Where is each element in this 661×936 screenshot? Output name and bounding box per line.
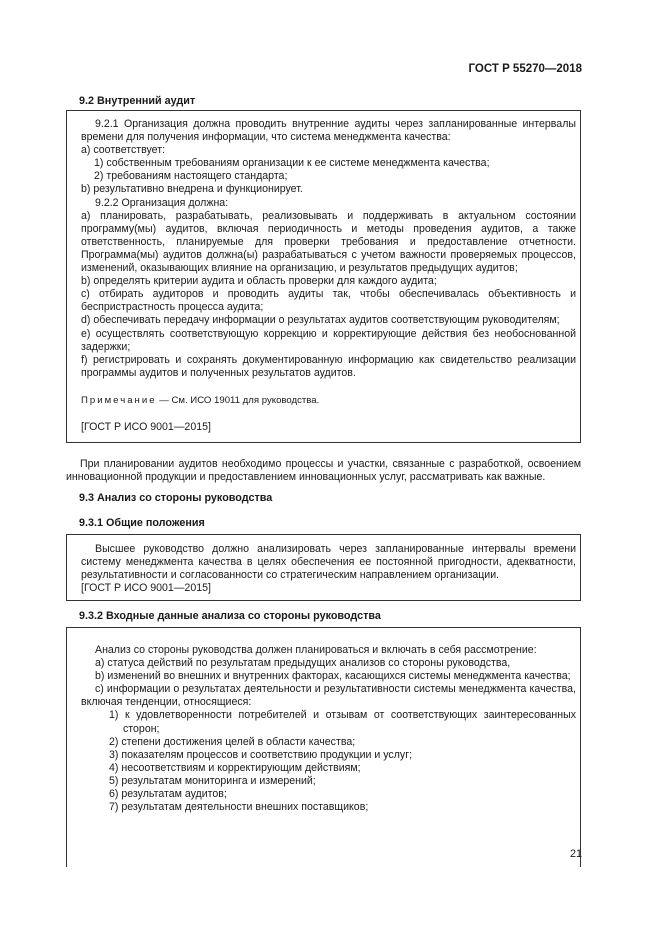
section-9-2-title: 9.2 Внутренний аудит <box>79 95 196 107</box>
note-text: — См. ИСО 19011 для руководства. <box>156 394 320 406</box>
inputs-c-5: 5) результатам мониторинга и измерений; <box>109 774 316 787</box>
document-id: ГОСТ Р 55270—2018 <box>468 63 582 75</box>
inputs-c-3: 3) показателям процессов и соответствию продукции и услуг; <box>109 748 413 761</box>
note <box>81 394 576 407</box>
inputs-c-4: 4) несоответствиям и корректирующим действиям; <box>109 761 361 774</box>
item-a: a) соответствует: <box>81 144 166 157</box>
inputs-c: c) информации о результатах деятельности и результативности системы менеджмента качества, включая тенденции, относящиеся: <box>81 683 576 709</box>
inputs-c-7: 7) результатам деятельности внешних поставщиков; <box>109 801 369 814</box>
section-9-3-1-title: 9.3.1 Общие положения <box>79 517 205 529</box>
item-a-1: 1) собственным требованиям организации к ее системе менеджмента качества; <box>94 157 490 170</box>
internal-audit-quote-box <box>66 110 581 443</box>
list-item-c: c) отбирать аудиторов и проводить аудиты так, чтобы обеспечивалась объективность и беспристрастность процесса аудита; <box>81 288 576 314</box>
page-number: 21 <box>569 848 582 860</box>
item-b: b) результативно внедрена и функционирует. <box>81 183 303 196</box>
reference-9001: [ГОСТ Р ИСО 9001—2015] <box>81 420 211 433</box>
note-label: Примечание <box>81 394 157 406</box>
reference-9001-b: [ГОСТ Р ИСО 9001—2015] <box>81 582 211 595</box>
general-provisions-box <box>66 534 581 601</box>
general-provisions-text: Высшее руководство должно анализировать через запланированные интервалы времени систему менеджмента качества в целях обеспечения ее постоянной пригодности, адекватности, результативности и согласованности со стратегическим направлением организации. <box>81 543 576 582</box>
inputs-b: b) изменений во внешних и внутренних факторах, касающихся системы менеджмента качества; <box>95 670 571 683</box>
list-item-e: e) осуществлять соответствующую коррекцию и корректирующие действия без необоснованной задержки; <box>81 327 576 353</box>
section-9-3-2-title: 9.3.2 Входные данные анализа со стороны руководства <box>79 610 381 622</box>
inputs-c-6: 6) результатам аудитов; <box>109 788 227 801</box>
inputs-a: a) статуса действий по результатам предыдущих анализов со стороны руководства, <box>95 657 511 670</box>
list-item-b: b) определять критерии аудита и область проверки для каждого аудита; <box>81 275 437 288</box>
innovation-paragraph: При планировании аудитов необходимо процессы и участки, связанные с разработкой, освоением инновационной продукции и предоставлением инновационных услуг, рассматривать как важные. <box>66 458 581 484</box>
inputs-c-2: 2) степени достижения целей в области качества; <box>109 735 356 748</box>
inputs-intro: Анализ со стороны руководства должен планироваться и включать в себя рассмотрение: <box>95 644 537 656</box>
list-item-d: d) обеспечивать передачу информации о результатах аудитов соответствующим руководителям; <box>81 314 560 327</box>
inputs-box <box>66 627 581 867</box>
list-item-f: f) регистрировать и сохранять документированную информацию как свидетельство реализации программы аудитов и полученных результатов аудитов. <box>81 353 576 379</box>
clause-9-2-1: 9.2.1 Организация должна проводить внутренние аудиты через запланированные интервалы времени для получения информации, что система менеджмента качества: <box>81 118 576 144</box>
list-item-a: a) планировать, разрабатывать, реализовывать и поддерживать в актуальном состоянии программу(мы) аудитов, включая периодичность и методы проведения аудитов, а также ответственность, планируемые для проверки требования и предоставление отчетности. Программа(мы) аудитов должна(ы) разрабатываться с учетом важности проверяемых процессов, изменений, оказывающих влияние на организацию, и результатов предыдущих аудитов; <box>81 209 576 275</box>
clause-9-2-2: 9.2.2 Организация должна: <box>95 196 229 209</box>
item-a-2: 2) требованиям настоящего стандарта; <box>94 170 288 183</box>
inputs-c-1: 1) к удовлетворенности потребителей и отзывам от соответствующих заинтересованных сторон; <box>109 709 576 735</box>
section-9-3-title: 9.3 Анализ со стороны руководства <box>79 492 273 504</box>
